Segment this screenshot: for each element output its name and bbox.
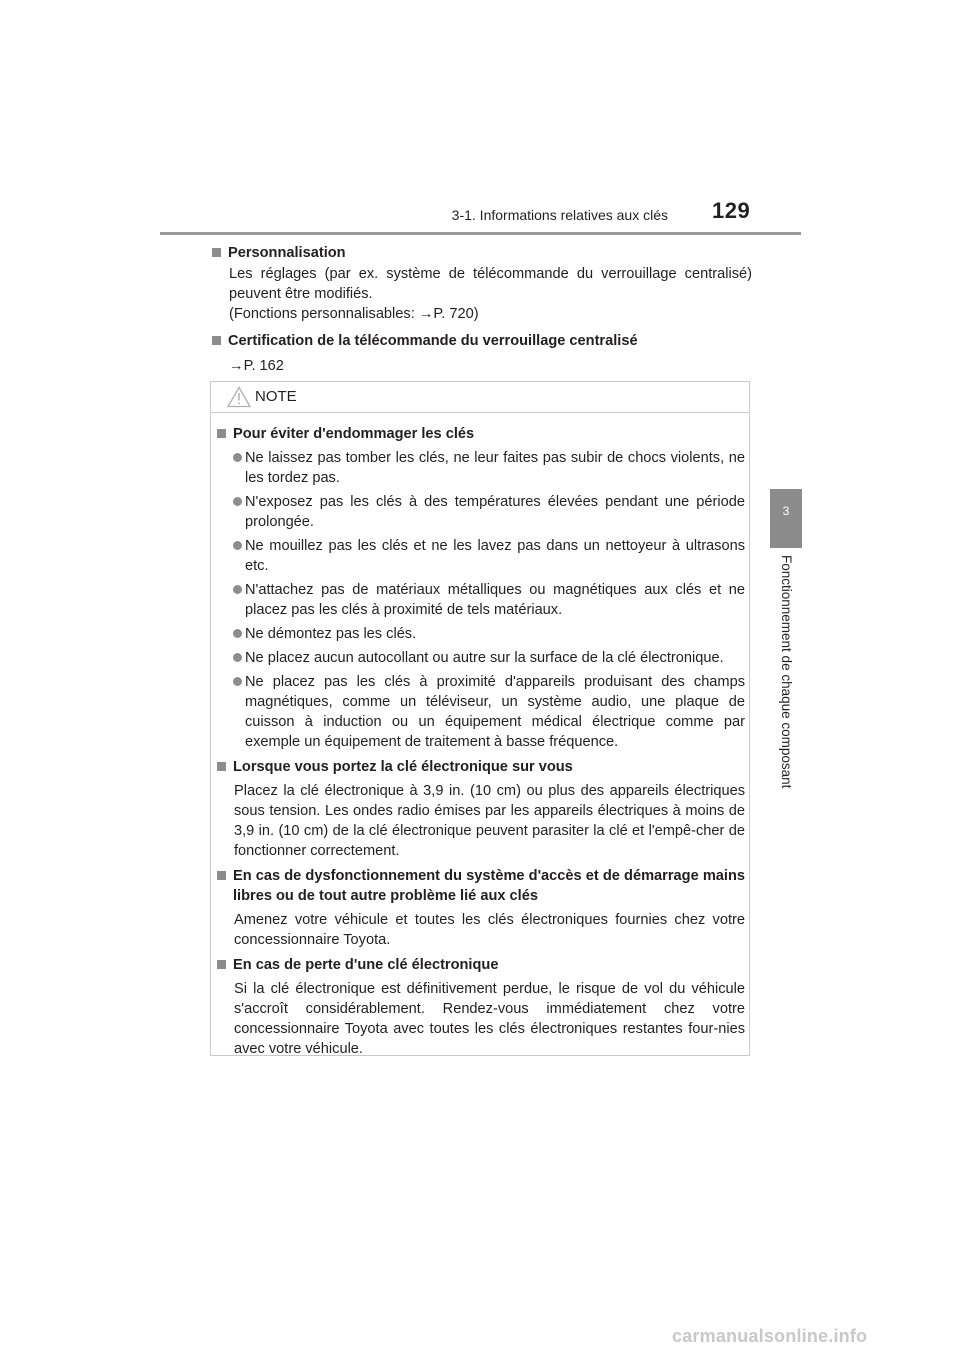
note-header (211, 382, 749, 413)
note-heading: En cas de perte d'une clé électronique (217, 955, 745, 975)
square-bullet-icon (217, 762, 226, 771)
section-heading-certification: Certification de la télécommande du verrouillage centralisé (212, 331, 752, 351)
note-bullet: Ne placez pas les clés à proximité d'appareils produisant des champs magnétiques, comme un téléviseur, un système audio, une plaque de cuisson à induction ou un équipement médical électrique comme par exemple un équipement de traitement à basse fréquence. (217, 672, 745, 752)
section-paragraph: Les réglages (par ex. système de télécommande du verrouillage centralisé) peuvent être modifiés. (229, 266, 752, 302)
note-bullet: Ne mouillez pas les clés et ne les lavez pas dans un nettoyeur à ultrasons etc. (217, 536, 745, 576)
round-bullet-icon (233, 453, 242, 462)
section-heading-personnalisation: Personnalisation (212, 243, 752, 263)
note-heading: En cas de dysfonctionnement du système d'accès et de démarrage mains libres ou de tout autre problème lié aux clés (217, 866, 745, 906)
round-bullet-icon (233, 653, 242, 662)
note-heading: Lorsque vous portez la clé électronique sur vous (217, 757, 745, 777)
round-bullet-icon (233, 585, 242, 594)
square-bullet-icon (217, 871, 226, 880)
body-text (212, 243, 752, 376)
chapter-number: 3 (782, 504, 790, 518)
round-bullet-icon (233, 677, 242, 686)
note-title: NOTE (255, 388, 297, 405)
square-bullet-icon (212, 336, 221, 345)
note-bullet: N'attachez pas de matériaux métalliques ou magnétiques aux clés et ne placez pas les clés à proximité de tels matériaux. (217, 580, 745, 620)
page-number: 129 (712, 198, 751, 223)
chapter-label: Fonctionnement de chaque composant (779, 555, 794, 789)
round-bullet-icon (233, 497, 242, 506)
cross-reference: →P. 162 (229, 358, 284, 374)
watermark: carmanualsonline.info (672, 1326, 868, 1346)
header-rule (160, 232, 801, 235)
note-content (217, 424, 745, 1059)
note-paragraph: Amenez votre véhicule et toutes les clés électroniques fournies chez votre concessionnaire Toyota. (234, 912, 745, 948)
note-paragraph: Placez la clé électronique à 3,9 in. (10 cm) ou plus des appareils électriques sous tension. Les ondes radio émises par les appareils électriques à moins de 3,9 in. (10 cm) de la clé électronique peuvent parasiter la clé et l'empê-cher de fonctionner correctement. (234, 783, 745, 859)
chapter-tab (770, 489, 802, 548)
section-title: 3-1. Informations relatives aux clés (451, 207, 668, 223)
note-heading: Pour éviter d'endommager les clés (217, 424, 745, 444)
note-bullet: Ne placez aucun autocollant ou autre sur la surface de la clé électronique. (217, 648, 745, 668)
square-bullet-icon (217, 960, 226, 969)
cross-reference: (Fonctions personnalisables: →P. 720) (229, 306, 479, 322)
note-bullet: Ne laissez pas tomber les clés, ne leur faites pas subir de chocs violents, ne les tordez pas. (217, 448, 745, 488)
note-box (210, 381, 750, 1056)
round-bullet-icon (233, 629, 242, 638)
square-bullet-icon (217, 429, 226, 438)
square-bullet-icon (212, 248, 221, 257)
note-paragraph: Si la clé électronique est définitivement perdue, le risque de vol du véhicule s'accroît considérablement. Rendez-vous immédiatement chez votre concessionnaire Toyota avec toutes les clés électroniques restantes four-nies avec votre véhicule. (234, 981, 745, 1057)
warning-triangle-icon (227, 386, 251, 408)
round-bullet-icon (233, 541, 242, 550)
note-bullet: Ne démontez pas les clés. (217, 624, 745, 644)
note-bullet: N'exposez pas les clés à des températures élevées pendant une période prolongée. (217, 492, 745, 532)
